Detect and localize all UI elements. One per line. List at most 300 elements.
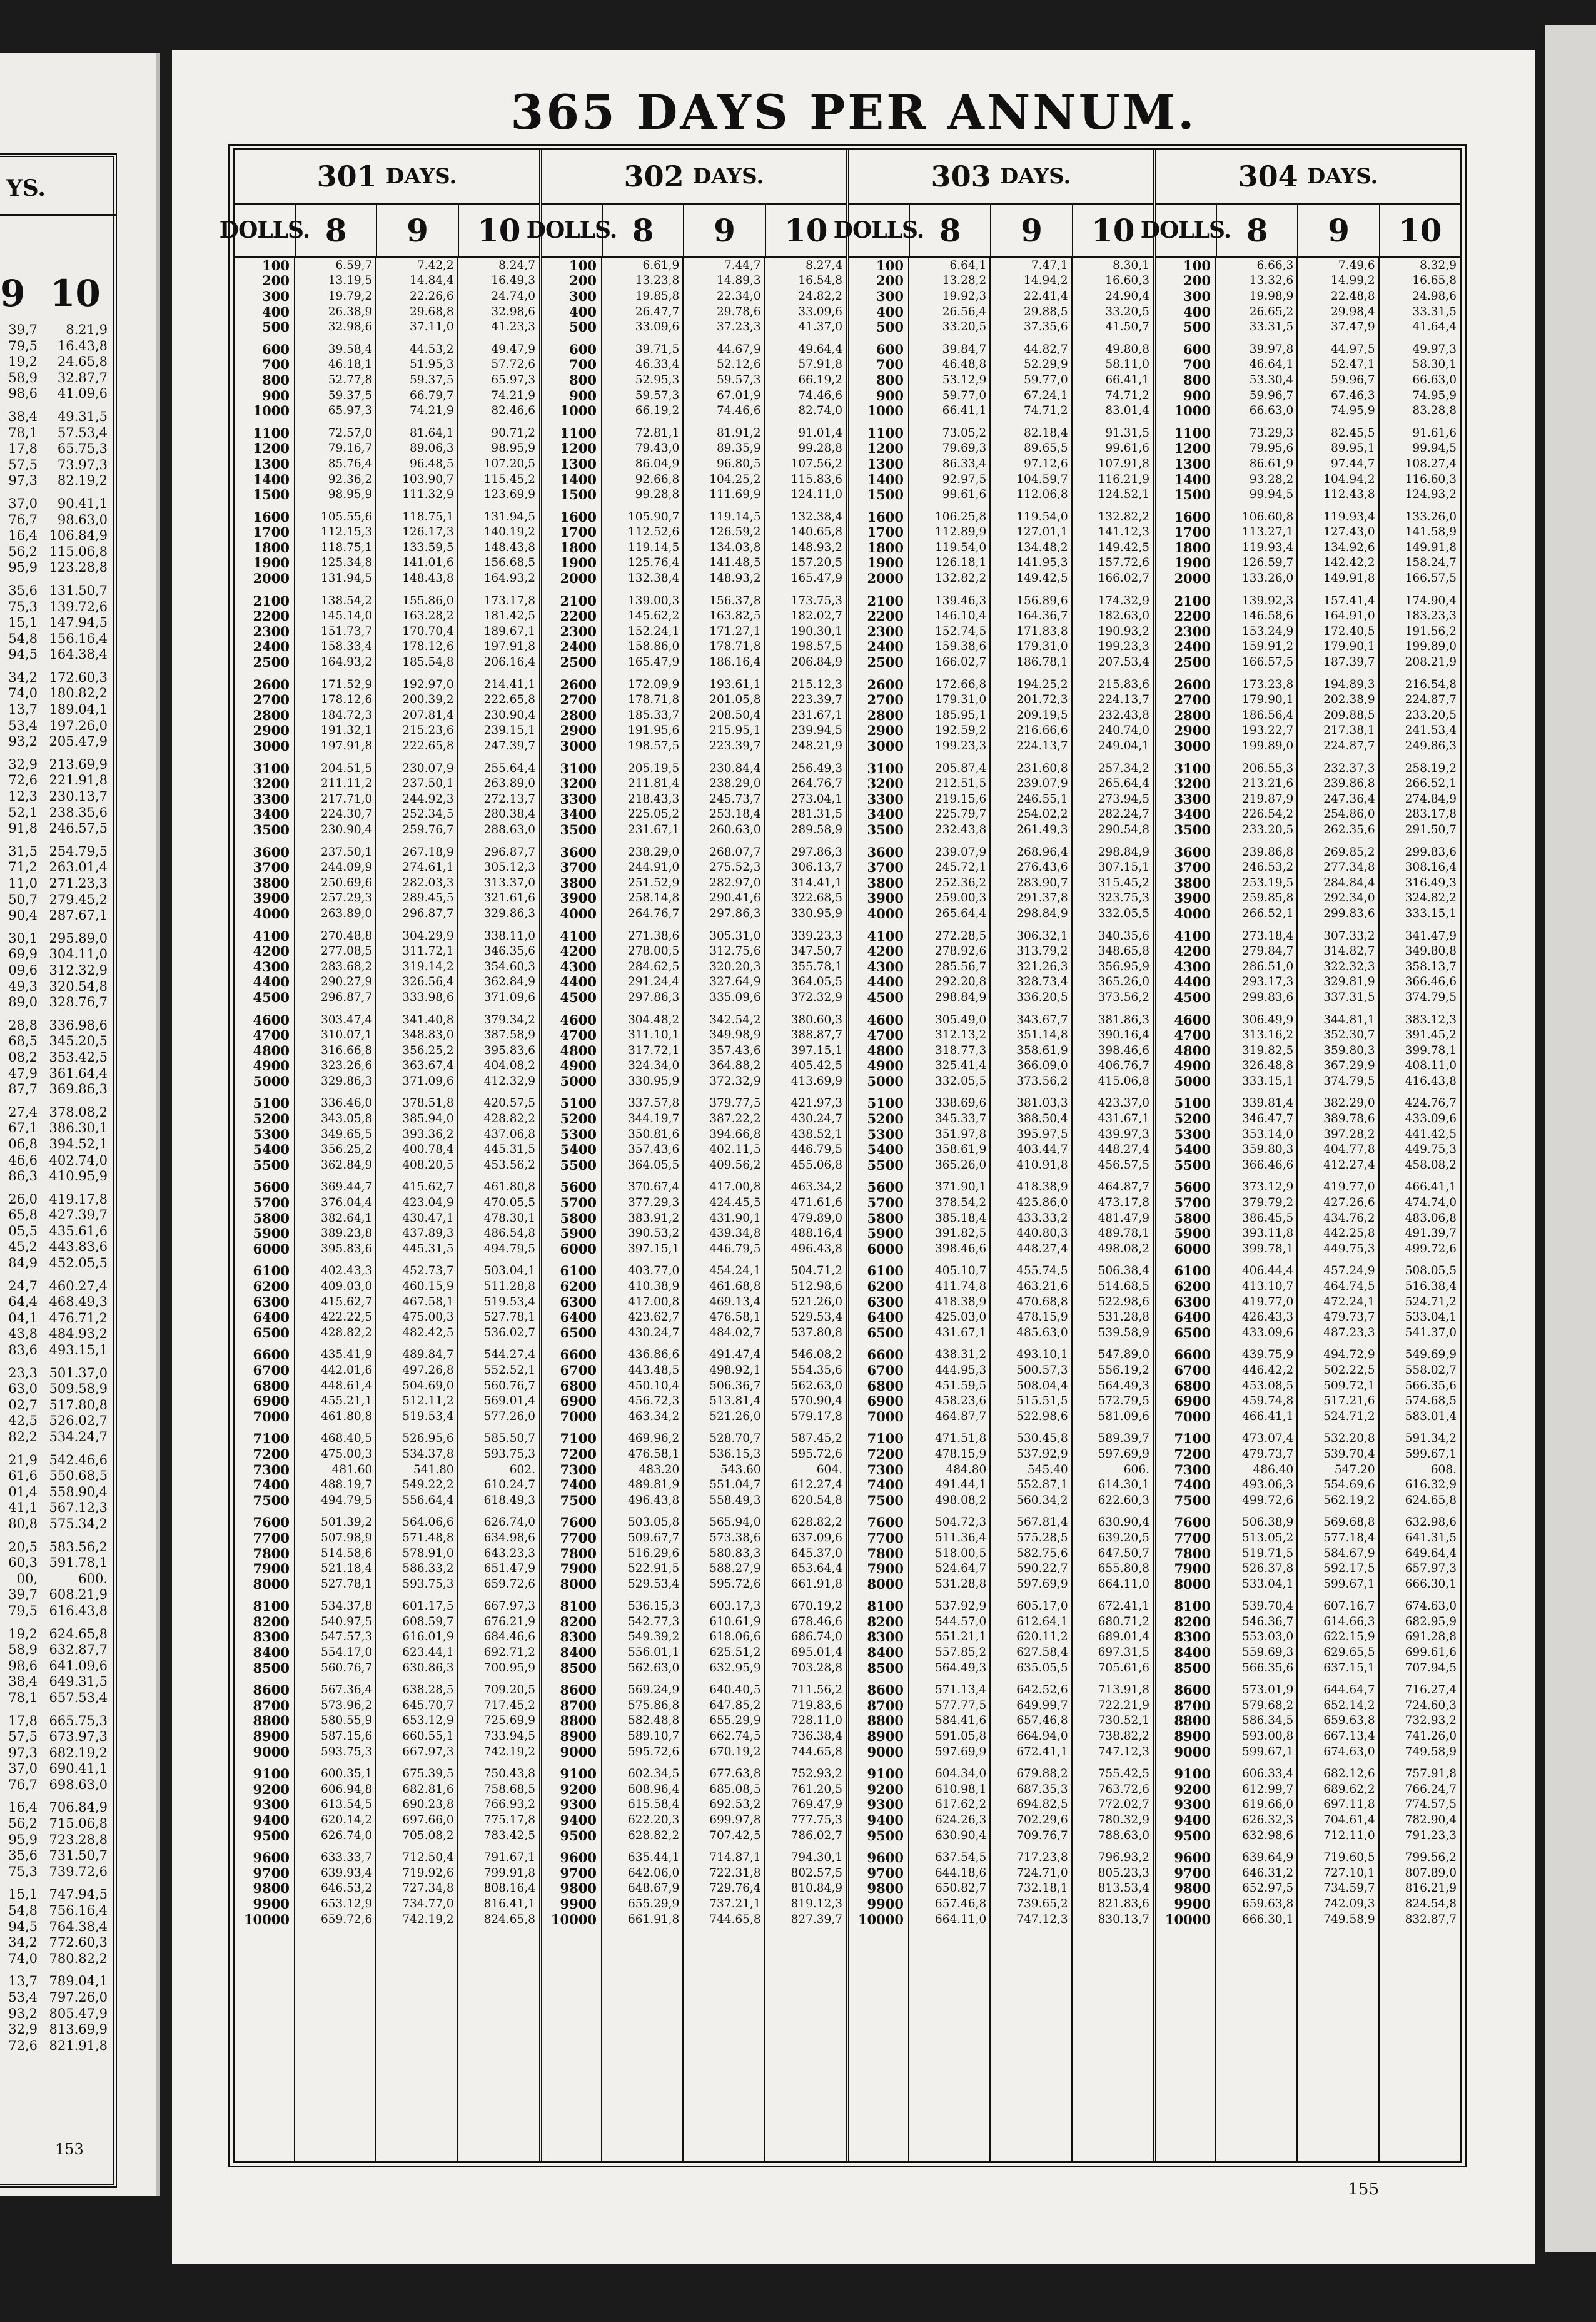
interest-value: 777.75,3 — [790, 1813, 842, 1827]
dollar-amount: 3200 — [560, 776, 597, 792]
interest-value: 488.19,7 — [320, 1478, 373, 1492]
interest-value: 156.68,5 — [483, 556, 535, 570]
interest-value: 266.52,1 — [1405, 777, 1457, 791]
interest-value: 522.98,6 — [1016, 1409, 1068, 1423]
interest-value: 96.48,5 — [410, 457, 454, 470]
table-row — [849, 319, 1153, 335]
interest-value: 199.23,3 — [934, 739, 987, 753]
interest-value: 91.31,5 — [1105, 426, 1149, 440]
table-row — [542, 1493, 846, 1508]
interest-value: 769.47,9 — [790, 1798, 842, 1812]
table-row — [849, 1111, 1153, 1127]
interest-value: 364.88,2 — [709, 1059, 761, 1073]
dollar-amount: 5500 — [1174, 1157, 1211, 1173]
interest-value: 618.06,6 — [709, 1630, 761, 1644]
interest-value: 578.91,0 — [402, 1546, 454, 1560]
column-rule — [457, 258, 458, 2161]
interest-value: 639.20,5 — [1098, 1531, 1149, 1544]
interest-value: 249.04,1 — [1098, 739, 1149, 753]
dollar-amount: 8600 — [253, 1682, 290, 1698]
dollar-amount: 7800 — [1174, 1545, 1211, 1561]
interest-value: 151.73,7 — [320, 624, 373, 638]
interest-value: 299.83,6 — [1405, 845, 1457, 859]
previous-page-cell: 616.43,8 — [49, 1603, 108, 1618]
table-row — [542, 1279, 846, 1294]
interest-value: 123.69,9 — [483, 488, 535, 502]
table-row — [235, 1477, 539, 1493]
interest-value: 433.09,6 — [1241, 1326, 1294, 1339]
interest-value: 466.41,1 — [1405, 1180, 1457, 1194]
dollar-amount: 3800 — [1174, 875, 1211, 891]
interest-value: 697.31,5 — [1098, 1646, 1149, 1660]
table-row — [235, 342, 539, 357]
interest-value: 622.15,9 — [1323, 1630, 1375, 1644]
dollar-amount: 8600 — [867, 1682, 904, 1698]
interest-value: 813.53,4 — [1098, 1882, 1149, 1895]
previous-page-cell: 378.08,2 — [49, 1104, 108, 1120]
interest-value: 571.48,8 — [402, 1531, 454, 1544]
table-row — [235, 1157, 539, 1173]
interest-value: 115.45,2 — [483, 472, 535, 486]
interest-value: 104.25,2 — [709, 472, 761, 486]
dollar-amount: 2800 — [253, 707, 290, 723]
table-row — [1156, 1493, 1460, 1508]
table-row — [849, 1850, 1153, 1865]
table-row — [235, 1073, 539, 1089]
interest-value: 626.32,3 — [1241, 1813, 1294, 1827]
table-row — [849, 928, 1153, 944]
previous-page-cell: 476.71,2 — [49, 1310, 108, 1326]
dollar-amount: 6600 — [867, 1347, 904, 1363]
interest-value: 259.76,7 — [402, 823, 454, 836]
dollar-amount: 4500 — [1174, 989, 1211, 1005]
interest-value: 172.40,5 — [1323, 624, 1375, 638]
interest-value: 340.35,6 — [1098, 929, 1149, 943]
interest-value: 185.95,1 — [934, 708, 987, 722]
interest-value: 455.21,1 — [320, 1394, 373, 1408]
previous-page-cell: 63,0 — [8, 1381, 38, 1397]
interest-value: 560.76,7 — [483, 1379, 535, 1392]
previous-page-row — [0, 1207, 108, 1224]
interest-value: 591.34,2 — [1405, 1432, 1457, 1446]
interest-value: 438.52,1 — [790, 1127, 842, 1141]
table-row — [849, 525, 1153, 540]
table-row — [849, 1645, 1153, 1660]
dollar-amount: 8600 — [560, 1682, 597, 1698]
interest-value: 483.20 — [639, 1463, 680, 1476]
interest-value: 691.28,8 — [1405, 1630, 1457, 1644]
interest-value: 453.08,5 — [1241, 1379, 1294, 1392]
interest-value: 819.12,3 — [790, 1897, 842, 1910]
interest-value: 564.49,3 — [1098, 1379, 1149, 1392]
table-row — [1156, 928, 1460, 944]
table-row — [542, 738, 846, 754]
interest-value: 305.49,0 — [934, 1013, 987, 1027]
interest-value: 431.67,1 — [1098, 1112, 1149, 1126]
interest-value: 362.84,9 — [483, 975, 535, 989]
table-row — [542, 776, 846, 791]
dollar-amount: 3500 — [560, 821, 597, 838]
interest-value: 466.41,1 — [1241, 1409, 1294, 1423]
table-row — [1156, 1546, 1460, 1561]
dollar-amount: 6000 — [253, 1240, 290, 1257]
column-rule — [908, 258, 909, 2161]
rate-header-10: 10 — [477, 211, 521, 249]
interest-value: 443.48,5 — [627, 1363, 680, 1377]
previous-page-cell: 79,5 — [8, 1603, 38, 1618]
interest-value: 313.16,2 — [1241, 1028, 1294, 1042]
interest-value: 66.63,0 — [1249, 404, 1294, 418]
interest-value: 96.80,5 — [717, 457, 761, 470]
dollar-amount: 4900 — [1174, 1058, 1211, 1074]
previous-page-cell: 197.26,0 — [49, 717, 108, 733]
interest-value: 472.24,1 — [1323, 1295, 1375, 1309]
table-row — [542, 1446, 846, 1462]
interest-value: 399.78,1 — [1241, 1242, 1294, 1255]
dollar-amount: 1000 — [253, 403, 290, 419]
interest-value: 8.27,4 — [806, 258, 842, 272]
interest-value: 527.78,1 — [320, 1577, 373, 1591]
dollar-amount: 3300 — [253, 791, 290, 807]
previous-page-cell: 682.19,2 — [49, 1745, 108, 1760]
table-row — [849, 1279, 1153, 1294]
table-row — [1156, 1279, 1460, 1294]
table-row — [1156, 1431, 1460, 1447]
days-block-304 — [1140, 150, 1460, 2161]
interest-value: 29.78,6 — [717, 305, 761, 318]
interest-value: 742.19,2 — [483, 1745, 535, 1758]
interest-value: 588.27,9 — [709, 1562, 761, 1576]
interest-value: 473.17,8 — [1098, 1196, 1149, 1210]
table-row — [542, 288, 846, 304]
table-row — [542, 456, 846, 472]
previous-page-cell: 04,1 — [8, 1310, 38, 1326]
interest-value: 16.49,3 — [491, 274, 535, 288]
interest-value: 268.07,7 — [709, 845, 761, 859]
dollar-amount: 9200 — [560, 1781, 597, 1797]
interest-value: 371.90,1 — [934, 1180, 987, 1194]
dollar-amount: 2900 — [253, 722, 290, 739]
previous-page-cell: 00, — [16, 1571, 38, 1586]
table-row — [849, 723, 1153, 739]
interest-value: 620.54,8 — [790, 1493, 842, 1507]
interest-value: 351.97,8 — [934, 1127, 987, 1141]
rate-header-8: 8 — [603, 205, 684, 256]
interest-value: 642.06,0 — [627, 1866, 680, 1880]
interest-value: 575.28,5 — [1016, 1531, 1068, 1544]
interest-value: 324.82,2 — [1405, 891, 1457, 905]
previous-page-cell: 94,5 — [8, 647, 38, 662]
interest-value: 59.96,7 — [1249, 388, 1294, 402]
dollar-amount: 9900 — [867, 1895, 904, 1912]
dollar-amount: 7600 — [867, 1514, 904, 1531]
previous-page-row — [0, 473, 108, 489]
interest-value: 329.86,3 — [483, 906, 535, 920]
interest-value: 782.90,4 — [1405, 1813, 1457, 1827]
interest-value: 46.33,4 — [635, 358, 680, 372]
previous-page-row — [0, 1587, 108, 1603]
previous-page-cell: 665.75,3 — [49, 1713, 108, 1728]
interest-value: 450.10,4 — [627, 1379, 680, 1392]
table-row — [1156, 1797, 1460, 1813]
interest-value: 314.82,7 — [1323, 945, 1375, 958]
previous-page-cell: 172.60,3 — [49, 669, 108, 685]
interest-value: 457.24,9 — [1323, 1264, 1375, 1278]
dollar-amount: 900 — [262, 387, 290, 403]
interest-value: 378.51,8 — [402, 1097, 454, 1110]
interest-value: 560.34,2 — [1016, 1493, 1068, 1507]
interest-value: 376.04,4 — [320, 1196, 373, 1210]
interest-value: 116.21,9 — [1098, 472, 1149, 486]
interest-value: 389.78,6 — [1323, 1112, 1375, 1126]
dollar-amount: 9600 — [1174, 1850, 1211, 1866]
interest-value: 544.57,0 — [934, 1615, 987, 1628]
previous-page-cell: 68,5 — [8, 1033, 38, 1049]
interest-value: 52.12,6 — [717, 358, 761, 372]
previous-page-cell: 87,7 — [8, 1082, 38, 1097]
interest-value: 397.15,1 — [627, 1242, 680, 1255]
interest-value: 7.44,7 — [724, 258, 761, 272]
dollar-amount: 7400 — [253, 1477, 290, 1493]
dollar-amount: 700 — [262, 357, 290, 373]
previous-page-cell: 74,0 — [8, 686, 38, 701]
interest-value: 547.57,3 — [320, 1630, 373, 1644]
table-row — [235, 456, 539, 472]
interest-value: 415.62,7 — [402, 1180, 454, 1194]
table-row — [1156, 1713, 1460, 1729]
interest-value: 413.69,9 — [790, 1074, 842, 1088]
interest-value: 689.01,4 — [1098, 1630, 1149, 1644]
interest-value: 464.87,7 — [1098, 1180, 1149, 1194]
interest-value: 282.97,0 — [709, 876, 761, 890]
interest-value: 506.38,9 — [1241, 1516, 1294, 1529]
interest-value: 22.26,6 — [410, 289, 454, 303]
table-row — [542, 807, 846, 823]
dollar-amount: 9300 — [867, 1797, 904, 1813]
table-row — [849, 975, 1153, 990]
dollar-amount: 1400 — [867, 471, 904, 487]
interest-value: 549.69,9 — [1405, 1348, 1457, 1362]
interest-value: 470.05,5 — [483, 1196, 535, 1210]
interest-value: 437.89,3 — [402, 1227, 454, 1240]
interest-value: 690.23,8 — [402, 1798, 454, 1812]
interest-value: 398.46,6 — [1098, 1043, 1149, 1057]
dollar-amount: 4800 — [560, 1042, 597, 1058]
table-row — [849, 403, 1153, 418]
interest-value: 625.51,2 — [709, 1646, 761, 1660]
interest-value: 766.93,2 — [483, 1798, 535, 1812]
previous-page-cell: 78,1 — [8, 425, 38, 440]
interest-value: 338.11,0 — [483, 929, 535, 943]
interest-value: 273.94,5 — [1098, 792, 1149, 806]
previous-page-cell: 16.43,8 — [57, 338, 108, 353]
table-row — [542, 1828, 846, 1843]
interest-value: 231.67,1 — [627, 823, 680, 836]
interest-value: 498.92,1 — [709, 1363, 761, 1377]
interest-value: 499.72,6 — [1241, 1493, 1294, 1507]
interest-value: 645.70,7 — [402, 1698, 454, 1712]
dollar-amount: 3500 — [1174, 821, 1211, 838]
interest-value: 763.72,6 — [1098, 1782, 1149, 1796]
interest-value: 191.56,2 — [1405, 624, 1457, 638]
table-row — [1156, 1865, 1460, 1881]
interest-value: 410.38,9 — [627, 1280, 680, 1294]
interest-value: 593.75,3 — [483, 1447, 535, 1461]
interest-value: 711.56,2 — [790, 1683, 842, 1697]
previous-page-cell: 821.91,8 — [49, 2037, 108, 2053]
interest-value: 333.98,6 — [402, 990, 454, 1004]
interest-value: 425.03,0 — [934, 1311, 987, 1324]
interest-value: 659.63,8 — [1241, 1897, 1294, 1910]
dollar-amount: 3800 — [253, 875, 290, 891]
table-row — [1156, 1645, 1460, 1660]
table-row — [849, 1264, 1153, 1279]
interest-value: 391.82,5 — [934, 1227, 987, 1240]
interest-value: 446.79,5 — [709, 1242, 761, 1255]
previous-page-cell: 56,2 — [8, 544, 38, 559]
table-row — [542, 1462, 846, 1478]
table-body — [849, 258, 1153, 2161]
interest-value: 230.84,4 — [709, 761, 761, 775]
interest-value: 438.31,2 — [934, 1348, 987, 1362]
interest-value: 252.36,2 — [934, 876, 987, 890]
interest-value: 225.79,7 — [934, 808, 987, 821]
interest-value: 653.12,9 — [402, 1714, 454, 1728]
dollar-amount: 7700 — [560, 1529, 597, 1546]
interest-value: 315.45,2 — [1098, 876, 1149, 890]
previous-page-row — [0, 1816, 108, 1832]
dollar-amount: 4900 — [867, 1058, 904, 1074]
previous-page-cell: 71,2 — [8, 859, 38, 875]
interest-value: 233.20,5 — [1405, 708, 1457, 722]
interest-value: 624.65,8 — [1405, 1493, 1457, 1507]
interest-value: 685.08,5 — [709, 1782, 761, 1796]
interest-value: 319.82,5 — [1241, 1043, 1294, 1057]
interest-value: 74.71,2 — [1105, 388, 1149, 402]
dollar-amount: 5500 — [560, 1157, 597, 1173]
interest-value: 509.67,7 — [627, 1531, 680, 1544]
interest-value: 328.73,4 — [1016, 975, 1068, 989]
previous-page-row — [0, 1674, 108, 1690]
interest-value: 600.35,1 — [320, 1767, 373, 1781]
table-row — [542, 487, 846, 502]
table-row — [1156, 1850, 1460, 1865]
dollar-amount: 1900 — [253, 555, 290, 571]
interest-value: 337.57,8 — [627, 1097, 680, 1110]
dollar-amount: 9500 — [1174, 1827, 1211, 1843]
table-row — [849, 959, 1153, 975]
dollar-amount: 8700 — [867, 1697, 904, 1713]
dollar-amount: 2300 — [1174, 623, 1211, 639]
dollar-amount: 2100 — [560, 592, 597, 609]
dollar-amount: 8500 — [253, 1660, 290, 1676]
dollar-amount: 8800 — [867, 1713, 904, 1729]
interest-value: 758.68,5 — [483, 1782, 535, 1796]
table-row — [235, 472, 539, 487]
interest-value: 246.55,1 — [1016, 792, 1068, 806]
dollar-amount: 6000 — [1174, 1240, 1211, 1257]
interest-value: 479.89,0 — [790, 1211, 842, 1225]
table-row — [849, 593, 1153, 609]
interest-value: 41.64,4 — [1412, 320, 1457, 334]
interest-value: 614.30,1 — [1098, 1478, 1149, 1492]
interest-value: 225.05,2 — [627, 808, 680, 821]
dollar-amount: 2700 — [1174, 692, 1211, 708]
dollar-amount: 9600 — [867, 1850, 904, 1866]
interest-value: 390.53,2 — [627, 1227, 680, 1240]
interest-value: 223.39,7 — [790, 693, 842, 707]
interest-value: 791.67,1 — [483, 1851, 535, 1865]
table-row — [542, 1766, 846, 1782]
interest-value: 697.66,0 — [402, 1813, 454, 1827]
previous-page-row — [0, 1255, 108, 1272]
dollar-amount: 8100 — [1174, 1598, 1211, 1615]
days-unit: DAYS. — [999, 164, 1071, 189]
table-row — [849, 822, 1153, 838]
previous-page-row — [0, 512, 108, 529]
dollar-amount: 5000 — [867, 1073, 904, 1089]
interest-value: 569.68,8 — [1323, 1516, 1375, 1529]
previous-page-cell: 328.76,7 — [49, 995, 108, 1010]
table-row — [1156, 1073, 1460, 1089]
dollar-amount: 5900 — [560, 1225, 597, 1242]
table-row — [1156, 403, 1460, 418]
dollar-amount: 4600 — [560, 1011, 597, 1028]
interest-value: 106.60,8 — [1241, 510, 1294, 524]
interest-value: 74.21,9 — [410, 404, 454, 418]
interest-value: 539.58,9 — [1098, 1326, 1149, 1339]
interest-value: 497.26,8 — [402, 1363, 454, 1377]
interest-value: 274.61,1 — [402, 861, 454, 875]
interest-value: 755.42,5 — [1098, 1767, 1149, 1781]
interest-value: 502.22,5 — [1323, 1363, 1375, 1377]
interest-value: 494.72,9 — [1323, 1348, 1375, 1362]
interest-value: 430.24,7 — [627, 1326, 680, 1339]
interest-value: 511.28,8 — [483, 1280, 535, 1294]
dollar-amount: 4900 — [253, 1058, 290, 1074]
interest-value: 275.52,3 — [709, 861, 761, 875]
table-row — [235, 807, 539, 823]
table-row — [235, 1713, 539, 1729]
interest-value: 551.04,7 — [709, 1478, 761, 1492]
interest-value: 494.79,5 — [483, 1242, 535, 1255]
dollar-amount: 2600 — [560, 676, 597, 692]
interest-value: 356.95,9 — [1098, 960, 1149, 973]
interest-value: 277.08,5 — [320, 945, 373, 958]
dollar-amount: 1700 — [867, 524, 904, 540]
interest-value: 536.15,3 — [709, 1447, 761, 1461]
interest-value: 16.60,3 — [1105, 274, 1149, 288]
interest-value: 98.95,9 — [328, 488, 373, 502]
interest-value: 139.46,3 — [934, 594, 987, 607]
dollar-amount: 3000 — [1174, 738, 1211, 754]
dollar-amount: 8200 — [867, 1613, 904, 1630]
interest-value: 449.75,3 — [1323, 1242, 1375, 1255]
dollar-amount: 2600 — [1174, 676, 1211, 692]
interest-value: 406.76,7 — [1098, 1059, 1149, 1073]
dollar-amount: 7300 — [867, 1461, 904, 1478]
interest-value: 657.46,8 — [934, 1897, 987, 1910]
dollar-amount: 3600 — [867, 844, 904, 860]
table-row — [235, 1294, 539, 1310]
dollar-amount: 9000 — [560, 1743, 597, 1760]
interest-value: 484.80 — [946, 1463, 987, 1476]
interest-value: 474.74,0 — [1405, 1196, 1457, 1210]
table-body — [1156, 258, 1460, 2161]
table-row — [1156, 1180, 1460, 1195]
dollar-amount: 1300 — [867, 455, 904, 472]
interest-value: 666.30,1 — [1405, 1577, 1457, 1591]
